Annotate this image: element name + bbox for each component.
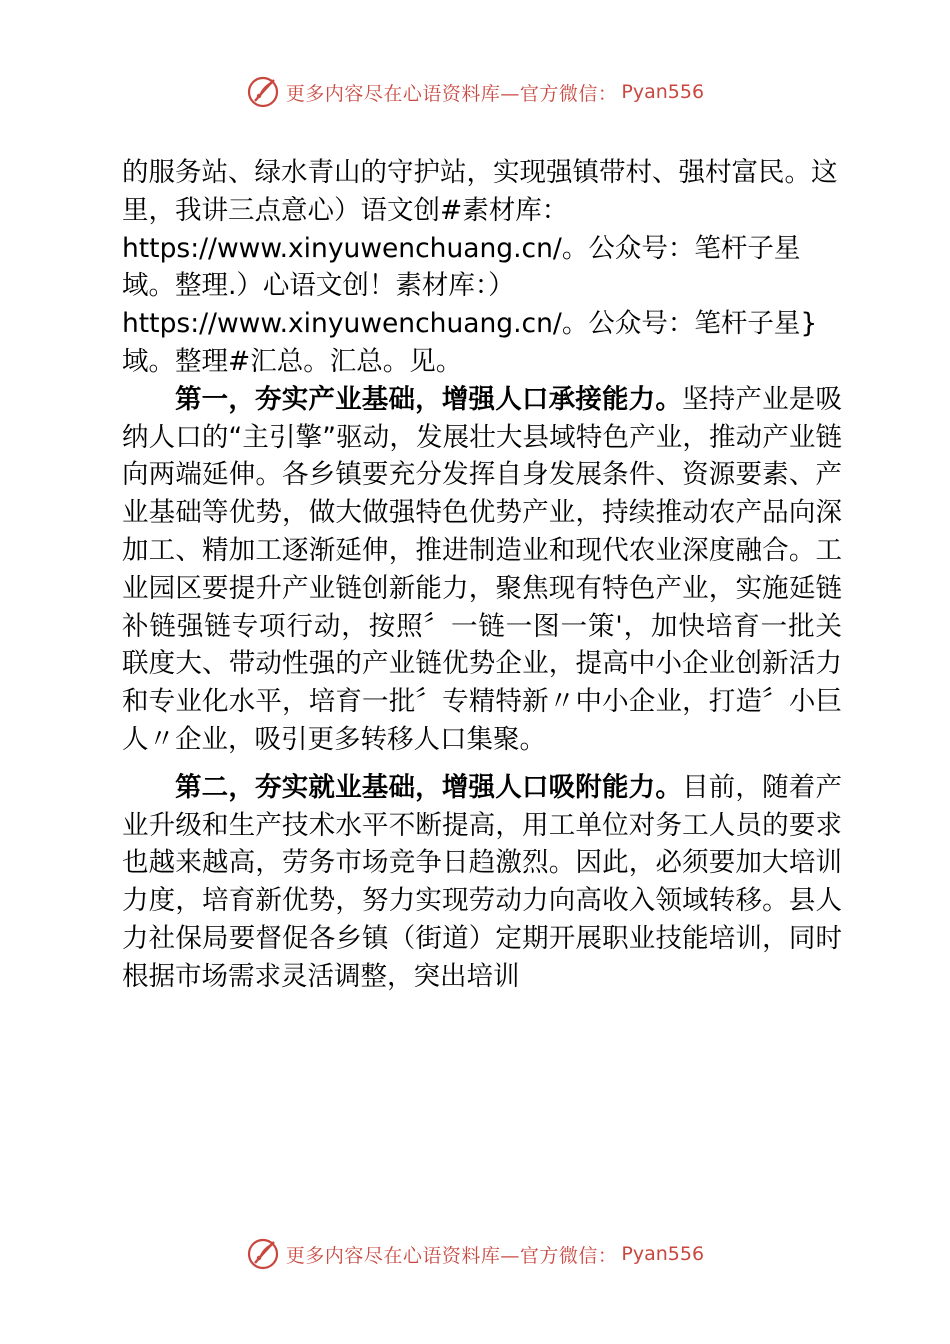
footer-watermark-banner — [0, 1232, 950, 1276]
quill-seal-icon — [246, 75, 280, 109]
document-body — [122, 154, 842, 996]
paragraph-second — [122, 769, 842, 996]
intro-paragraph: 的服务站、绿水青山的守护站，实现强镇带村、强村富民。这里，我讲三点意心）语文创#素材库：https://www.xinyuwenchuang.cn/。公众号：笔杆子星域。整理.）心语文创！素材库：）https://www.xinyuwenchuang.cn/。公众号：笔杆子星}域。整理#汇总。汇总。见。 — [122, 157, 838, 377]
banner-wechat-id: Pyan556 — [621, 81, 705, 103]
paragraph-second-heading: 第二，夯实就业基础，增强人口吸附能力。 — [175, 771, 683, 803]
banner-wechat-id: Pyan556 — [621, 1243, 705, 1265]
header-watermark-banner — [0, 70, 950, 114]
paragraph-first-text: 坚持产业是吸纳人口的“主引擎”驱动，发展壮大县域特色产业，推动产业链向两端延伸。各乡镇要充分发挥自身发展条件、资源要素、产业基础等优势，做大做强特色优势产业，持续推动农产品向深加工、精加工逐渐延伸，推进制造业和现代农业深度融合。工业园区要提升产业链创新能力，聚焦现有特色产业，实施延链补链强链专项行动，按照〞一链一图一策'，加快培育一批关联度大、带动性强的产业链优势企业，提高中小企业创新活力和专业化水平，培育一批〞专精特新〃中小企业，打造〞小巨人〃企业，吸引更多转移人口集聚。 — [122, 383, 842, 755]
paragraph-first-heading: 第一，夯实产业基础，增强人口承接能力。 — [175, 383, 683, 415]
paragraph-first — [122, 381, 842, 759]
banner-text: 更多内容尽在心语资料库—官方微信： — [285, 82, 618, 105]
quill-seal-icon — [246, 1237, 280, 1271]
banner-text: 更多内容尽在心语资料库—官方微信： — [285, 1244, 618, 1267]
paragraph-second-text: 目前，随着产业升级和生产技术水平不断提高，用工单位对务工人员的要求也越来越高，劳务市场竞争日趋激烈。因此，必须要加大培训力度，培育新优势，努力实现劳动力向高收入领域转移。县人力社保局要督促各乡镇（街道）定期开展职业技能培训，同时根据市场需求灵活调整，突出培训 — [122, 771, 842, 992]
